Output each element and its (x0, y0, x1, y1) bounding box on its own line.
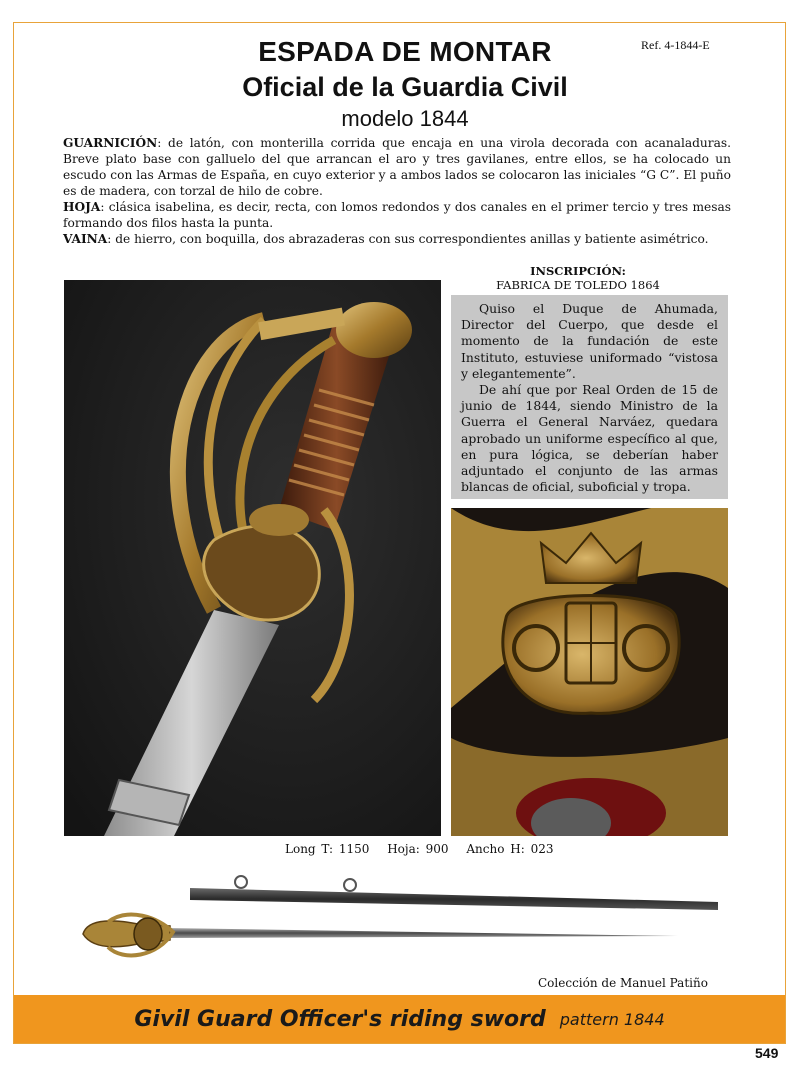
blade-length: Hoja: 900 (387, 842, 449, 856)
note-paragraph-2: De ahí que por Real Orden de 15 de junio de 1844, siendo Ministro de la Guerra el General Narváez, quedara aprobado un uniforme específico al que, en pura lógica, se deberían haber adjuntado el conjunto de las armas blancas de oficial, suboficial y tropa. (461, 382, 718, 495)
vaina-text: : de hierro, con boquilla, dos abrazaderas con sus correspondientes anillas y batiente asimétrico. (107, 232, 709, 246)
dimensions (285, 842, 565, 856)
collection-credit: Colección de Manuel Patiño (538, 976, 708, 990)
hoja-text: : clásica isabelina, es decir, recta, con lomos redondos y dos canales en el primer tercio y tres mesas formando dos filos hasta la punta. (63, 200, 731, 230)
full-sword-photo (78, 862, 723, 977)
page-number: 549 (755, 1045, 779, 1061)
length-total: Long T: 1150 (285, 842, 370, 856)
guarnicion-text: : de latón, con monterilla corrida que encaja en una virola decorada con acanaladuras. Breve plato base con galluelo del que arrancan el aro y tres gavilanes, entre ellos, se ha colocado un escudo con las Armas de España, en cuyo exterior y a ambos lados se colocaron las iniciales “G C”. El puño es de madera, con torzal de hilo de cobre. (63, 136, 731, 198)
shield-closeup-photo (451, 508, 728, 836)
note-paragraph-1: Quiso el Duque de Ahumada, Director del Cuerpo, que desde el momento de la fundación de este Instituto, estuviese uniformado “vistosa y elegantemente”. (461, 301, 718, 381)
vaina-label: VAINA (63, 232, 108, 246)
model-year: modelo 1844 (341, 106, 469, 131)
english-title-banner (14, 995, 785, 1043)
vaina-paragraph (63, 231, 731, 247)
pattern-label: pattern 1844 (559, 1009, 665, 1029)
blade-width: Ancho H: 023 (466, 842, 554, 856)
page-title: ESPADA DE MONTAR (258, 36, 552, 67)
guarnicion-paragraph (63, 135, 731, 199)
hoja-label: HOJA (63, 200, 101, 214)
inscription-label: INSCRIPCIÓN: (530, 264, 626, 278)
page-subtitle: Oficial de la Guardia Civil (242, 72, 568, 102)
hoja-paragraph (63, 199, 731, 231)
english-title: Givil Guard Officer's riding sword (134, 1006, 546, 1032)
historical-note (451, 295, 728, 499)
description-block (63, 135, 731, 247)
reference-code: Ref. 4-1844-E (641, 38, 710, 52)
hilt-photo (64, 280, 441, 836)
inscription-text: FABRICA DE TOLEDO 1864 (496, 278, 660, 292)
guarnicion-label: GUARNICIÓN (63, 136, 158, 150)
